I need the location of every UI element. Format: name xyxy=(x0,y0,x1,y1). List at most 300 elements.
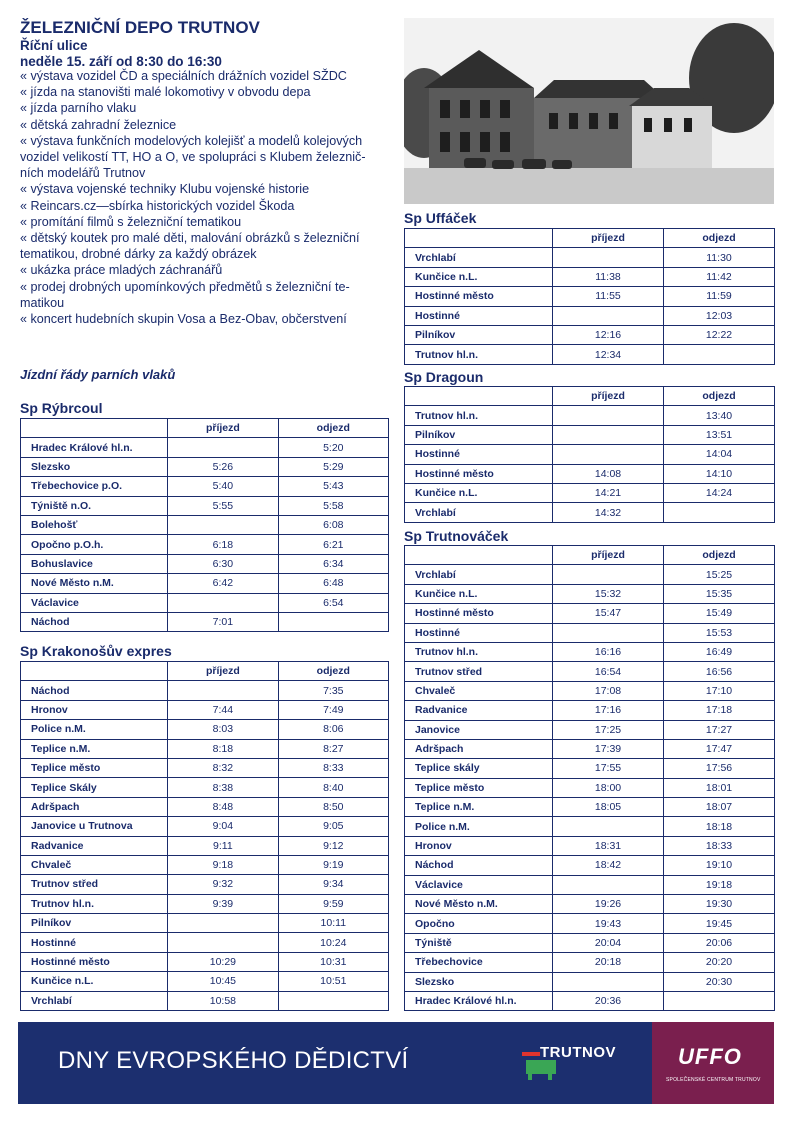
station-cell: Náchod xyxy=(21,612,168,631)
table-row xyxy=(21,477,389,496)
trutnov-logo xyxy=(498,1022,652,1104)
train-title-dragoun: Sp Dragoun xyxy=(404,369,484,385)
program-item: « prodej drobných upomínkových předmětů s železniční te- xyxy=(20,279,350,294)
table-row xyxy=(21,457,389,476)
station-cell: Janovice xyxy=(405,720,553,739)
departure-col-header: odjezd xyxy=(278,419,388,438)
station-col-header xyxy=(405,387,553,406)
departure-cell: 17:56 xyxy=(664,759,775,778)
timetable-dragoun xyxy=(404,386,775,523)
station-cell: Chvaleč xyxy=(405,681,553,700)
departure-cell: 19:45 xyxy=(664,914,775,933)
table-row xyxy=(405,306,775,325)
station-cell: Slezsko xyxy=(21,457,168,476)
table-row xyxy=(405,953,775,972)
station-cell: Teplice město xyxy=(405,778,553,797)
departure-cell: 15:49 xyxy=(664,604,775,623)
arrival-cell xyxy=(168,438,278,457)
table-row xyxy=(21,797,389,816)
arrival-cell: 12:16 xyxy=(553,325,664,344)
station-cell: Chvaleč xyxy=(21,855,168,874)
station-col-header xyxy=(405,546,553,565)
arrival-cell: 20:36 xyxy=(553,991,664,1010)
station-cell: Adršpach xyxy=(21,797,168,816)
arrival-cell xyxy=(553,425,664,444)
header xyxy=(20,18,390,70)
program-list xyxy=(20,68,392,327)
departure-cell: 9:34 xyxy=(278,875,388,894)
departure-cell: 13:51 xyxy=(664,425,775,444)
departure-cell: 6:21 xyxy=(278,535,388,554)
table-row xyxy=(405,681,775,700)
station-cell: Hronov xyxy=(21,700,168,719)
arrival-cell: 18:00 xyxy=(553,778,664,797)
program-item: « Reincars.cz—sbírka historických vozidel Škoda xyxy=(20,198,295,213)
table-row xyxy=(405,817,775,836)
departure-cell: 7:49 xyxy=(278,700,388,719)
arrival-cell: 18:42 xyxy=(553,856,664,875)
departure-cell: 14:04 xyxy=(664,445,775,464)
table-row xyxy=(21,612,389,631)
departure-cell: 12:03 xyxy=(664,306,775,325)
program-item: vozidel velikostí TT, HO a O, ve spolupráci s Klubem železnič- xyxy=(20,150,366,165)
departure-cell: 20:20 xyxy=(664,953,775,972)
table-row xyxy=(405,798,775,817)
station-cell: Vrchlabí xyxy=(21,991,168,1010)
timetable-krakonosuv xyxy=(20,661,389,1011)
train-title-trutnovacek: Sp Trutnováček xyxy=(404,528,509,544)
arrival-cell: 8:32 xyxy=(168,758,278,777)
departure-cell: 7:35 xyxy=(278,681,388,700)
table-row xyxy=(21,758,389,777)
departure-cell: 5:58 xyxy=(278,496,388,515)
trutnov-logo-text: TRUTNOV xyxy=(540,1044,616,1061)
arrival-col-header: příjezd xyxy=(553,229,664,248)
arrival-cell: 9:11 xyxy=(168,836,278,855)
departure-cell: 10:31 xyxy=(278,952,388,971)
table-row xyxy=(405,739,775,758)
arrival-cell xyxy=(168,914,278,933)
program-item: « ukázka práce mladých záchranářů xyxy=(20,263,223,278)
table-row xyxy=(405,991,775,1010)
arrival-cell: 17:39 xyxy=(553,739,664,758)
station-col-header xyxy=(21,662,168,681)
table-row xyxy=(405,464,775,483)
table-row xyxy=(405,287,775,306)
arrival-col-header: příjezd xyxy=(168,419,278,438)
arrival-cell xyxy=(553,406,664,425)
program-item: « promítání filmů s železniční tematikou xyxy=(20,214,242,229)
event-date: neděle 15. září od 8:30 do 16:30 xyxy=(20,54,222,69)
arrival-cell: 20:04 xyxy=(553,933,664,952)
station-cell: Týniště n.O. xyxy=(21,496,168,515)
departure-cell: 15:35 xyxy=(664,584,775,603)
table-row xyxy=(405,623,775,642)
program-item: « koncert hudebních skupin Vosa a Bez-Obav, občerstvení xyxy=(20,312,347,327)
departure-cell: 15:25 xyxy=(664,565,775,584)
arrival-cell: 9:32 xyxy=(168,875,278,894)
arrival-cell: 10:29 xyxy=(168,952,278,971)
arrival-cell: 9:18 xyxy=(168,855,278,874)
departure-cell: 8:06 xyxy=(278,720,388,739)
table-row xyxy=(21,836,389,855)
station-col-header xyxy=(405,229,553,248)
station-cell: Opočno xyxy=(405,914,553,933)
timetable-uffacek xyxy=(404,228,775,365)
table-row xyxy=(21,914,389,933)
arrival-cell: 8:18 xyxy=(168,739,278,758)
departure-cell: 19:30 xyxy=(664,895,775,914)
table-row xyxy=(21,535,389,554)
departure-cell: 10:24 xyxy=(278,933,388,952)
table-row xyxy=(405,972,775,991)
program-item: « výstava funkčních modelových kolejišť a modelů kolejových xyxy=(20,133,363,148)
departure-cell xyxy=(664,345,775,364)
departure-cell: 12:22 xyxy=(664,325,775,344)
arrival-cell xyxy=(168,515,278,534)
table-row xyxy=(405,836,775,855)
table-row xyxy=(405,325,775,344)
station-cell: Police n.M. xyxy=(21,720,168,739)
departure-cell: 18:18 xyxy=(664,817,775,836)
table-row xyxy=(405,425,775,444)
departure-cell xyxy=(664,991,775,1010)
table-row xyxy=(21,438,389,457)
arrival-cell: 14:08 xyxy=(553,464,664,483)
program-item: « jízda na stanovišti malé lokomotivy v obvodu depa xyxy=(20,85,311,100)
station-cell: Náchod xyxy=(21,681,168,700)
arrival-cell: 5:55 xyxy=(168,496,278,515)
arrival-cell xyxy=(553,306,664,325)
station-cell: Pilníkov xyxy=(405,425,553,444)
table-header xyxy=(21,419,389,438)
departure-cell: 18:01 xyxy=(664,778,775,797)
station-cell: Trutnov střed xyxy=(405,662,553,681)
arrival-cell: 10:58 xyxy=(168,991,278,1010)
table-row xyxy=(21,952,389,971)
arrival-cell xyxy=(168,933,278,952)
table-row xyxy=(405,483,775,502)
departure-col-header: odjezd xyxy=(278,662,388,681)
station-cell: Adršpach xyxy=(405,739,553,758)
station-cell: Bohuslavice xyxy=(21,554,168,573)
table-row xyxy=(21,496,389,515)
arrival-col-header: příjezd xyxy=(553,546,664,565)
table-row xyxy=(405,856,775,875)
station-cell: Kunčice n.L. xyxy=(405,584,553,603)
table-row xyxy=(21,681,389,700)
arrival-cell xyxy=(168,593,278,612)
arrival-cell: 8:48 xyxy=(168,797,278,816)
departure-cell: 19:18 xyxy=(664,875,775,894)
table-row xyxy=(21,554,389,573)
departure-cell: 8:27 xyxy=(278,739,388,758)
arrival-cell: 16:16 xyxy=(553,642,664,661)
departure-cell: 16:49 xyxy=(664,642,775,661)
arrival-cell: 8:38 xyxy=(168,778,278,797)
table-row xyxy=(21,739,389,758)
arrival-cell: 5:26 xyxy=(168,457,278,476)
departure-cell: 8:40 xyxy=(278,778,388,797)
departure-cell: 17:47 xyxy=(664,739,775,758)
uffo-logo-text: UFFO xyxy=(678,1044,742,1069)
table-row xyxy=(21,972,389,991)
departure-cell xyxy=(664,503,775,522)
departure-cell: 20:06 xyxy=(664,933,775,952)
page-title: ŽELEZNIČNÍ DEPO TRUTNOV xyxy=(20,18,260,37)
table-row xyxy=(405,267,775,286)
arrival-cell: 10:45 xyxy=(168,972,278,991)
arrival-cell xyxy=(553,248,664,267)
table-row xyxy=(405,445,775,464)
table-row xyxy=(21,574,389,593)
arrival-cell: 14:32 xyxy=(553,503,664,522)
departure-cell: 8:33 xyxy=(278,758,388,777)
table-row xyxy=(405,584,775,603)
station-cell: Slezsko xyxy=(405,972,553,991)
station-cell: Hostinné město xyxy=(405,604,553,623)
station-cell: Václavice xyxy=(405,875,553,894)
departure-cell: 10:11 xyxy=(278,914,388,933)
arrival-cell: 11:55 xyxy=(553,287,664,306)
table-row xyxy=(405,604,775,623)
train-title-uffacek: Sp Uffáček xyxy=(404,210,477,226)
arrival-cell: 6:42 xyxy=(168,574,278,593)
station-col-header xyxy=(21,419,168,438)
timetable-trutnovacek xyxy=(404,545,775,1011)
arrival-cell xyxy=(553,972,664,991)
station-cell: Kunčice n.L. xyxy=(405,267,553,286)
station-building-image xyxy=(404,18,774,204)
table-row xyxy=(405,701,775,720)
arrival-cell: 12:34 xyxy=(553,345,664,364)
arrival-cell: 11:38 xyxy=(553,267,664,286)
train-title-rybrcoul: Sp Rýbrcoul xyxy=(20,400,103,416)
departure-cell: 11:59 xyxy=(664,287,775,306)
station-cell: Náchod xyxy=(405,856,553,875)
station-cell: Teplice město xyxy=(21,758,168,777)
departure-col-header: odjezd xyxy=(664,387,775,406)
arrival-cell: 20:18 xyxy=(553,953,664,972)
departure-cell: 14:10 xyxy=(664,464,775,483)
table-row xyxy=(405,642,775,661)
table-row xyxy=(21,778,389,797)
station-cell: Hostinné xyxy=(405,623,553,642)
station-cell: Týniště xyxy=(405,933,553,952)
arrival-cell: 5:40 xyxy=(168,477,278,496)
departure-cell: 5:43 xyxy=(278,477,388,496)
station-cell: Třebechovice p.O. xyxy=(21,477,168,496)
station-cell: Teplice skály xyxy=(405,759,553,778)
departure-cell: 9:05 xyxy=(278,817,388,836)
table-row xyxy=(405,875,775,894)
table-row xyxy=(21,593,389,612)
arrival-cell xyxy=(553,445,664,464)
arrival-cell: 9:39 xyxy=(168,894,278,913)
arrival-cell: 17:55 xyxy=(553,759,664,778)
table-row xyxy=(405,720,775,739)
departure-cell: 13:40 xyxy=(664,406,775,425)
departure-cell: 11:30 xyxy=(664,248,775,267)
timetable-rybrcoul xyxy=(20,418,389,632)
station-cell: Václavice xyxy=(21,593,168,612)
station-cell: Teplice n.M. xyxy=(21,739,168,758)
station-cell: Janovice u Trutnova xyxy=(21,817,168,836)
uffo-logo xyxy=(652,1022,774,1104)
station-cell: Pilníkov xyxy=(405,325,553,344)
table-row xyxy=(405,914,775,933)
departure-cell: 10:51 xyxy=(278,972,388,991)
table-row xyxy=(21,700,389,719)
station-cell: Police n.M. xyxy=(405,817,553,836)
table-row xyxy=(21,855,389,874)
footer-banner xyxy=(18,1022,774,1104)
departure-cell: 6:54 xyxy=(278,593,388,612)
station-cell: Trutnov hl.n. xyxy=(405,345,553,364)
table-header xyxy=(405,387,775,406)
table-row xyxy=(405,345,775,364)
departure-cell: 16:56 xyxy=(664,662,775,681)
arrival-cell: 7:01 xyxy=(168,612,278,631)
station-cell: Opočno p.O.h. xyxy=(21,535,168,554)
departure-cell: 8:50 xyxy=(278,797,388,816)
departure-cell: 15:53 xyxy=(664,623,775,642)
departure-cell: 17:10 xyxy=(664,681,775,700)
table-row xyxy=(405,248,775,267)
table-row xyxy=(405,503,775,522)
arrival-cell: 19:43 xyxy=(553,914,664,933)
departure-cell: 5:20 xyxy=(278,438,388,457)
station-cell: Hostinné xyxy=(21,933,168,952)
station-cell: Třebechovice xyxy=(405,953,553,972)
station-cell: Kunčice n.L. xyxy=(21,972,168,991)
arrival-cell: 14:21 xyxy=(553,483,664,502)
station-cell: Hostinné město xyxy=(405,287,553,306)
table-row xyxy=(21,894,389,913)
station-cell: Hostinné město xyxy=(405,464,553,483)
table-row xyxy=(405,662,775,681)
station-cell: Hronov xyxy=(405,836,553,855)
departure-cell: 17:18 xyxy=(664,701,775,720)
arrival-cell: 6:30 xyxy=(168,554,278,573)
program-item: ních modelářů Trutnov xyxy=(20,166,146,181)
train-title-krakonosuv: Sp Krakonošův expres xyxy=(20,643,172,659)
departure-cell: 6:34 xyxy=(278,554,388,573)
table-row xyxy=(405,406,775,425)
arrival-cell xyxy=(553,565,664,584)
station-cell: Trutnov hl.n. xyxy=(21,894,168,913)
station-cell: Vrchlabí xyxy=(405,565,553,584)
departure-cell: 6:48 xyxy=(278,574,388,593)
departure-cell: 20:30 xyxy=(664,972,775,991)
departure-cell: 9:59 xyxy=(278,894,388,913)
departure-cell: 14:24 xyxy=(664,483,775,502)
arrival-cell xyxy=(553,623,664,642)
arrival-cell xyxy=(168,681,278,700)
arrival-cell xyxy=(553,817,664,836)
station-cell: Trutnov hl.n. xyxy=(405,642,553,661)
table-row xyxy=(21,933,389,952)
departure-cell xyxy=(278,991,388,1010)
arrival-cell: 18:31 xyxy=(553,836,664,855)
departure-cell: 18:33 xyxy=(664,836,775,855)
table-header xyxy=(405,229,775,248)
arrival-cell: 16:54 xyxy=(553,662,664,681)
departure-cell: 5:29 xyxy=(278,457,388,476)
departure-cell: 9:12 xyxy=(278,836,388,855)
table-header xyxy=(21,662,389,681)
station-cell: Trutnov střed xyxy=(21,875,168,894)
table-row xyxy=(405,759,775,778)
arrival-cell: 17:25 xyxy=(553,720,664,739)
station-cell: Hostinné xyxy=(405,306,553,325)
departure-cell: 17:27 xyxy=(664,720,775,739)
station-cell: Nové Město n.M. xyxy=(21,574,168,593)
table-header xyxy=(405,546,775,565)
station-cell: Radvanice xyxy=(405,701,553,720)
station-cell: Kunčice n.L. xyxy=(405,483,553,502)
station-cell: Teplice Skály xyxy=(21,778,168,797)
departure-col-header: odjezd xyxy=(664,546,775,565)
uffo-logo-subtitle: SPOLEČENSKÉ CENTRUM TRUTNOV xyxy=(666,1077,761,1083)
table-row xyxy=(405,565,775,584)
arrival-cell: 17:08 xyxy=(553,681,664,700)
station-cell: Vrchlabí xyxy=(405,503,553,522)
arrival-cell: 15:32 xyxy=(553,584,664,603)
footer-text: DNY EVROPSKÉHO DĚDICTVÍ xyxy=(58,1047,409,1074)
program-item: « dětská zahradní železnice xyxy=(20,117,177,132)
table-row xyxy=(21,991,389,1010)
program-item: tematikou, drobné dárky za každý obrázek xyxy=(20,247,257,262)
arrival-cell: 9:04 xyxy=(168,817,278,836)
departure-cell: 9:19 xyxy=(278,855,388,874)
station-photo xyxy=(404,18,774,204)
arrival-cell: 15:47 xyxy=(553,604,664,623)
arrival-cell: 7:44 xyxy=(168,700,278,719)
arrival-cell: 6:18 xyxy=(168,535,278,554)
station-cell: Trutnov hl.n. xyxy=(405,406,553,425)
arrival-col-header: příjezd xyxy=(553,387,664,406)
arrival-cell: 19:26 xyxy=(553,895,664,914)
table-row xyxy=(405,933,775,952)
program-item: « dětský koutek pro malé děti, malování obrázků s železniční xyxy=(20,231,360,246)
street: Říční ulice xyxy=(20,38,88,53)
schedules-heading: Jízdní řády parních vlaků xyxy=(20,367,176,382)
program-item: « jízda parního vlaku xyxy=(20,101,137,116)
arrival-cell: 17:16 xyxy=(553,701,664,720)
station-cell: Nové Město n.M. xyxy=(405,895,553,914)
table-row xyxy=(21,515,389,534)
departure-cell: 18:07 xyxy=(664,798,775,817)
table-row xyxy=(405,778,775,797)
arrival-cell xyxy=(553,875,664,894)
station-cell: Hostinné město xyxy=(21,952,168,971)
station-cell: Teplice n.M. xyxy=(405,798,553,817)
table-row xyxy=(405,895,775,914)
arrival-cell: 18:05 xyxy=(553,798,664,817)
table-row xyxy=(21,817,389,836)
station-cell: Hostinné xyxy=(405,445,553,464)
program-item: matikou xyxy=(20,295,65,310)
table-row xyxy=(21,720,389,739)
station-cell: Hradec Králové hl.n. xyxy=(405,991,553,1010)
departure-cell xyxy=(278,612,388,631)
table-row xyxy=(21,875,389,894)
arrival-col-header: příjezd xyxy=(168,662,278,681)
departure-cell: 11:42 xyxy=(664,267,775,286)
station-cell: Bolehošť xyxy=(21,515,168,534)
arrival-cell: 8:03 xyxy=(168,720,278,739)
